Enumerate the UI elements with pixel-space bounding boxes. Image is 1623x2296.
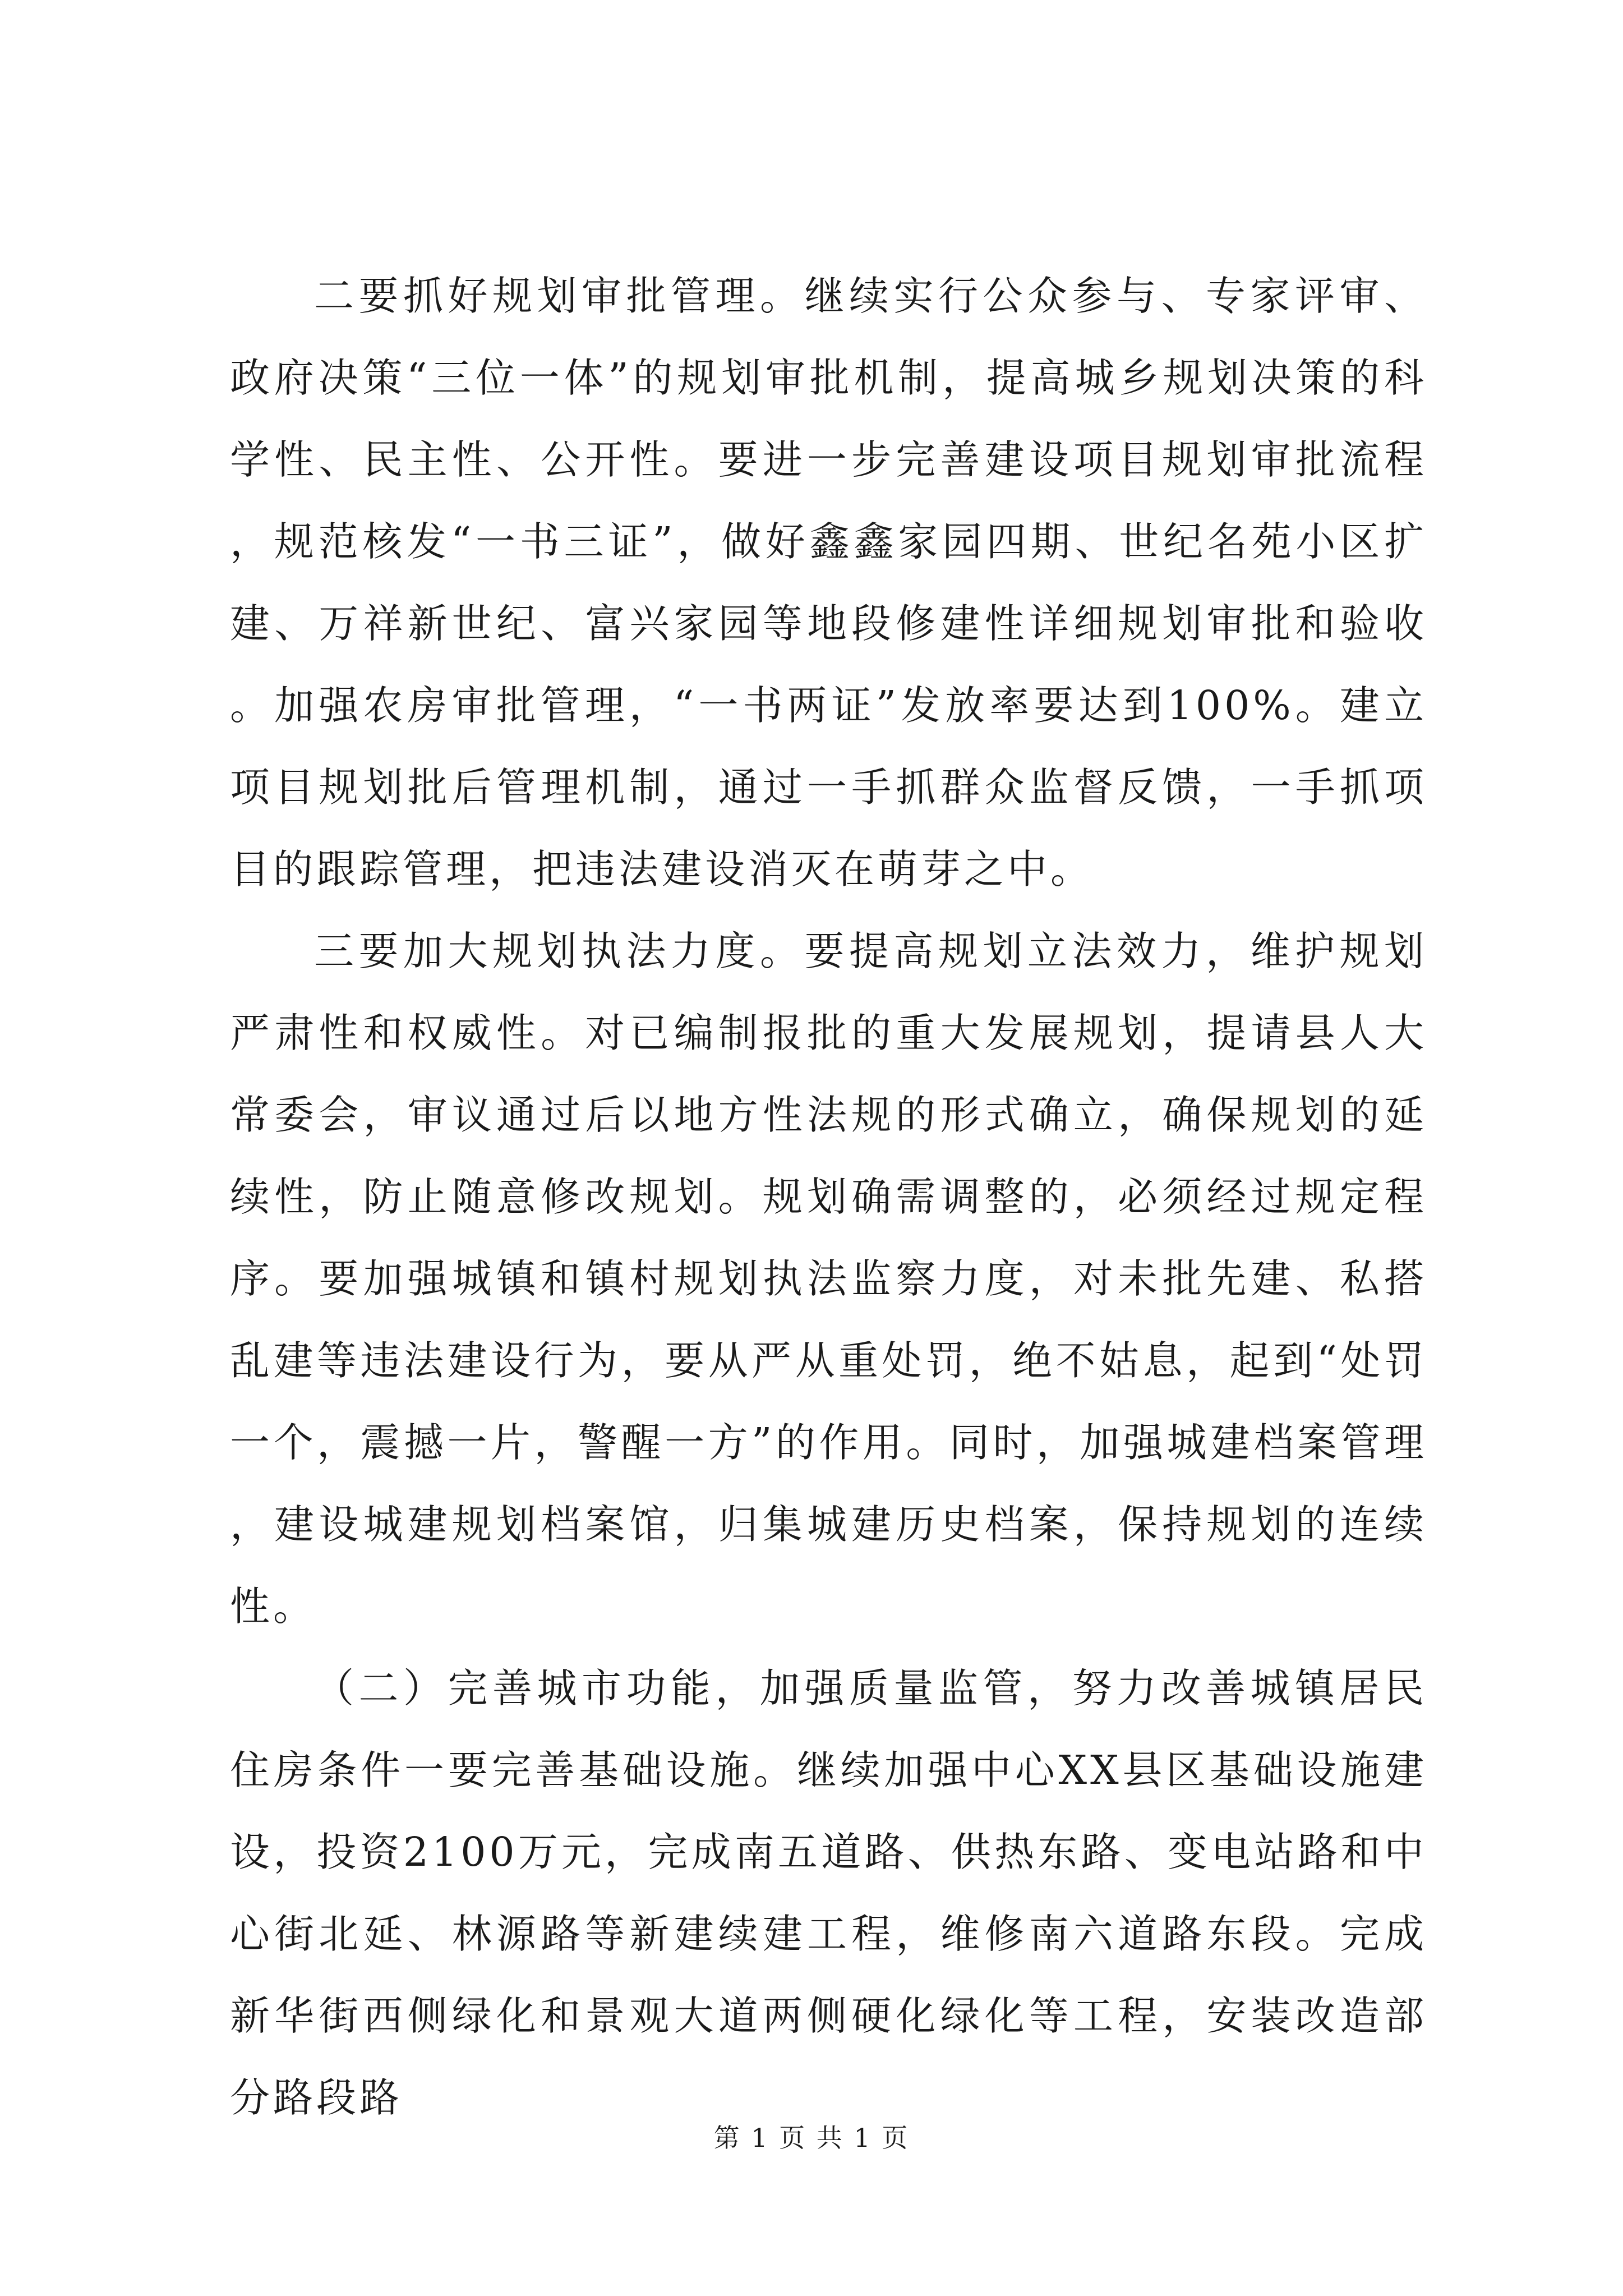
paragraph-planning-enforcement: 三要加大规划执法力度。要提高规划立法效力，维护规划严肃性和权威性。对已编制报批的重大发展规划，提请县人大常委会，审议通过后以地方性法规的形式确立，确保规划的延续性，防止随意修改规划。规划确需调整的，必须经过规定程序。要加强城镇和镇村规划执法监察力度，对未批先建、私搭乱建等违法建设行为，要从严从重处罚，绝不姑息，起到“处罚一个，震撼一片，警醒一方”的作用。同时，加强城建档案管理，建设城建规划档案馆，归集城建历史档案，保持规划的连续性。: [230, 928, 1427, 1630]
paragraph-planning-approval: 二要抓好规划审批管理。继续实行公众参与、专家评审、政府决策“三位一体”的规划审批机制，提高城乡规划决策的科学性、民主性、公开性。要进一步完善建设项目规划审批流程，规范核发“一书三证”，做好鑫鑫家园四期、世纪名苑小区扩建、万祥新世纪、富兴家园等地段修建性详细规划审批和验收。加强农房审批管理，“一书两证”发放率要达到100%。建立项目规划批后管理机制，通过一手抓群众监督反馈，一手抓项目的跟踪管理，把违法建设消灭在萌芽之中。: [230, 273, 1427, 892]
document-body: [230, 255, 1427, 2139]
paragraph-urban-functions: （二）完善城市功能，加强质量监管，努力改善城镇居民住房条件一要完善基础设施。继续加强中心XX县区基础设施建设，投资2100万元，完成南五道路、供热东路、变电站路和中心街北延、林源路等新建续建工程，维修南六道路东段。完成新华街西侧绿化和景观大道两侧硬化绿化等工程，安装改造部分路段路: [230, 1665, 1427, 2121]
page-footer: 第 1 页 共 1 页: [713, 2123, 910, 2153]
